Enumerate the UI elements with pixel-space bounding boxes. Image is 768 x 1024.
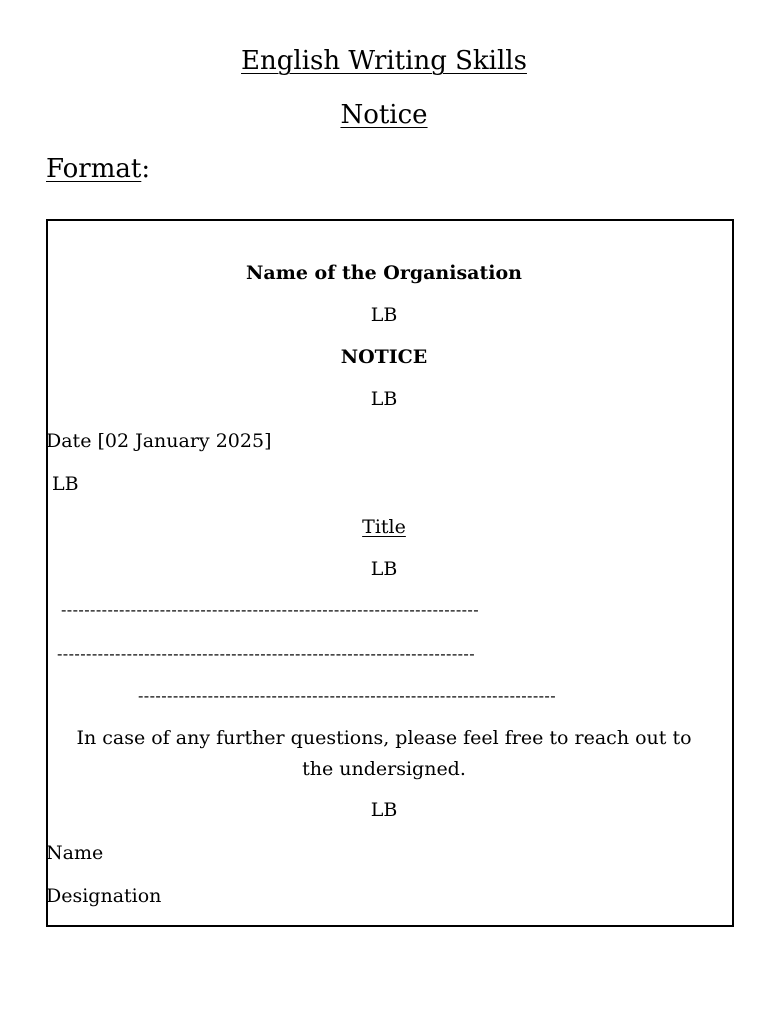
- format-label-text: Format: [46, 154, 142, 184]
- body-line-1: ------------------------------------------------------------------------: [61, 600, 480, 619]
- line-break-4: LB: [370, 558, 398, 580]
- signatory-designation: Designation: [46, 885, 162, 907]
- line-break-2: LB: [370, 388, 398, 410]
- line-break-5: LB: [370, 799, 398, 821]
- closing-statement: In case of any further questions, please feel free to reach out to the undersigned.: [76, 727, 692, 780]
- line-break-1: LB: [370, 304, 398, 326]
- notice-title: [0, 515, 768, 539]
- document-title: English Writing Skills: [241, 46, 527, 76]
- organisation-name: Name of the Organisation: [246, 262, 522, 284]
- format-label: [46, 154, 150, 184]
- line-break-3: LB: [52, 473, 79, 495]
- format-label-colon: :: [141, 154, 151, 184]
- body-line-2: ------------------------------------------------------------------------: [57, 644, 476, 663]
- document-subtitle: Notice: [340, 100, 428, 130]
- notice-heading: NOTICE: [340, 346, 428, 368]
- signatory-name: Name: [46, 842, 104, 864]
- notice-date: Date [02 January 2025]: [46, 430, 272, 452]
- body-line-3: ------------------------------------------------------------------------: [138, 686, 557, 705]
- notice-title-text: Title: [362, 516, 406, 538]
